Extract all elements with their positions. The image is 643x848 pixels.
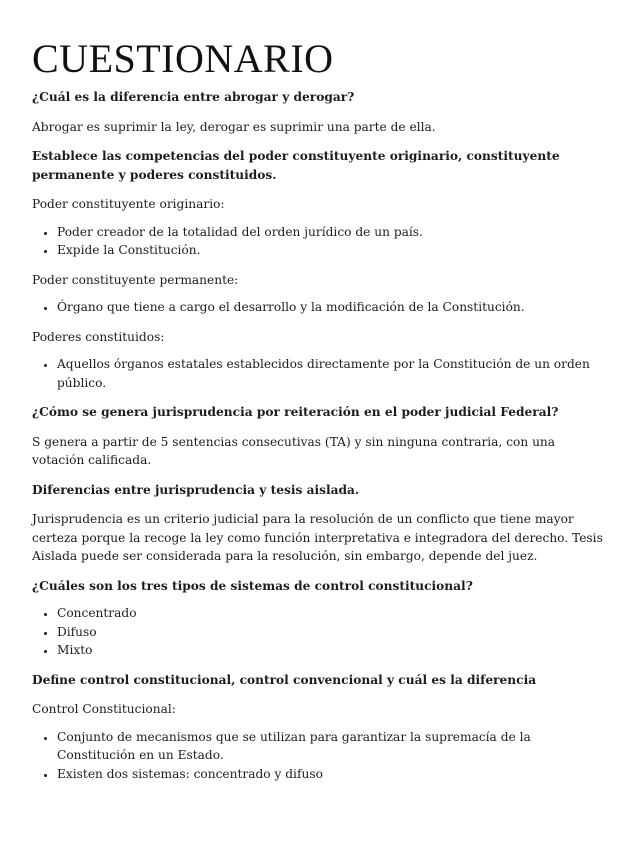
question-diferencias-tesis: Diferencias entre jurisprudencia y tesis aislada. bbox=[32, 482, 360, 497]
question-competencias: Establece las competencias del poder constituyente originario, constituyente permanente y poderes constituidos. bbox=[32, 149, 560, 182]
list-item: • Conjunto de mecanismos que se utilizan para garantizar la supremacía de la Constitución en un Estado. bbox=[57, 728, 611, 765]
label-constituidos: Poderes constituidos: bbox=[32, 329, 165, 344]
list-item: • Aquellos órganos estatales establecidos directamente por la Constitución de un orden público. bbox=[57, 355, 611, 392]
answer-jurisprudencia-reiteracion: S genera a partir de 5 sentencias consecutivas (TA) y sin ninguna contraria, con una votación calificada. bbox=[32, 434, 556, 467]
list-sistemas-control bbox=[32, 604, 611, 660]
label-permanente: Poder constituyente permanente: bbox=[32, 272, 239, 287]
list-item: • Expide la Constitución. bbox=[57, 241, 611, 260]
question-control-definicion: Define control constitucional, control convencional y cuál es la diferencia bbox=[32, 672, 537, 687]
list-item: • Órgano que tiene a cargo el desarrollo y la modificación de la Constitución. bbox=[57, 298, 611, 317]
list-item: • Difuso bbox=[57, 623, 611, 642]
list-item: • Poder creador de la totalidad del orden jurídico de un país. bbox=[57, 223, 611, 242]
list-permanente bbox=[32, 298, 611, 317]
list-item: • Existen dos sistemas: concentrado y difuso bbox=[57, 765, 611, 784]
question-jurisprudencia-reiteracion: ¿Cómo se genera jurisprudencia por reiteración en el poder judicial Federal? bbox=[32, 405, 559, 419]
list-originario bbox=[32, 223, 611, 260]
question-sistemas-control: ¿Cuáles son los tres tipos de sistemas de control constitucional? bbox=[32, 578, 473, 593]
page-title: CUESTIONARIO bbox=[32, 36, 334, 81]
list-control-constitucional bbox=[32, 728, 611, 784]
list-item: • Mixto bbox=[57, 641, 611, 660]
question-abrogar-derogar: ¿Cuál es la diferencia entre abrogar y derogar? bbox=[32, 90, 355, 104]
list-item: • Concentrado bbox=[57, 604, 611, 623]
answer-diferencias-tesis: Jurisprudencia es un criterio judicial para la resolución de un conflicto que tiene mayor certeza porque la recoge la ley como función interpretativa e integradora del derecho. Tesis Aislada puede ser considerada para la resolución, sin embargo, depende del juez. bbox=[32, 512, 603, 563]
list-constituidos bbox=[32, 355, 611, 392]
answer-abrogar-derogar: Abrogar es suprimir la ley, derogar es suprimir una parte de ella. bbox=[32, 119, 436, 134]
label-control-constitucional: Control Constitucional: bbox=[32, 702, 176, 716]
label-originario: Poder constituyente originario: bbox=[32, 197, 225, 211]
